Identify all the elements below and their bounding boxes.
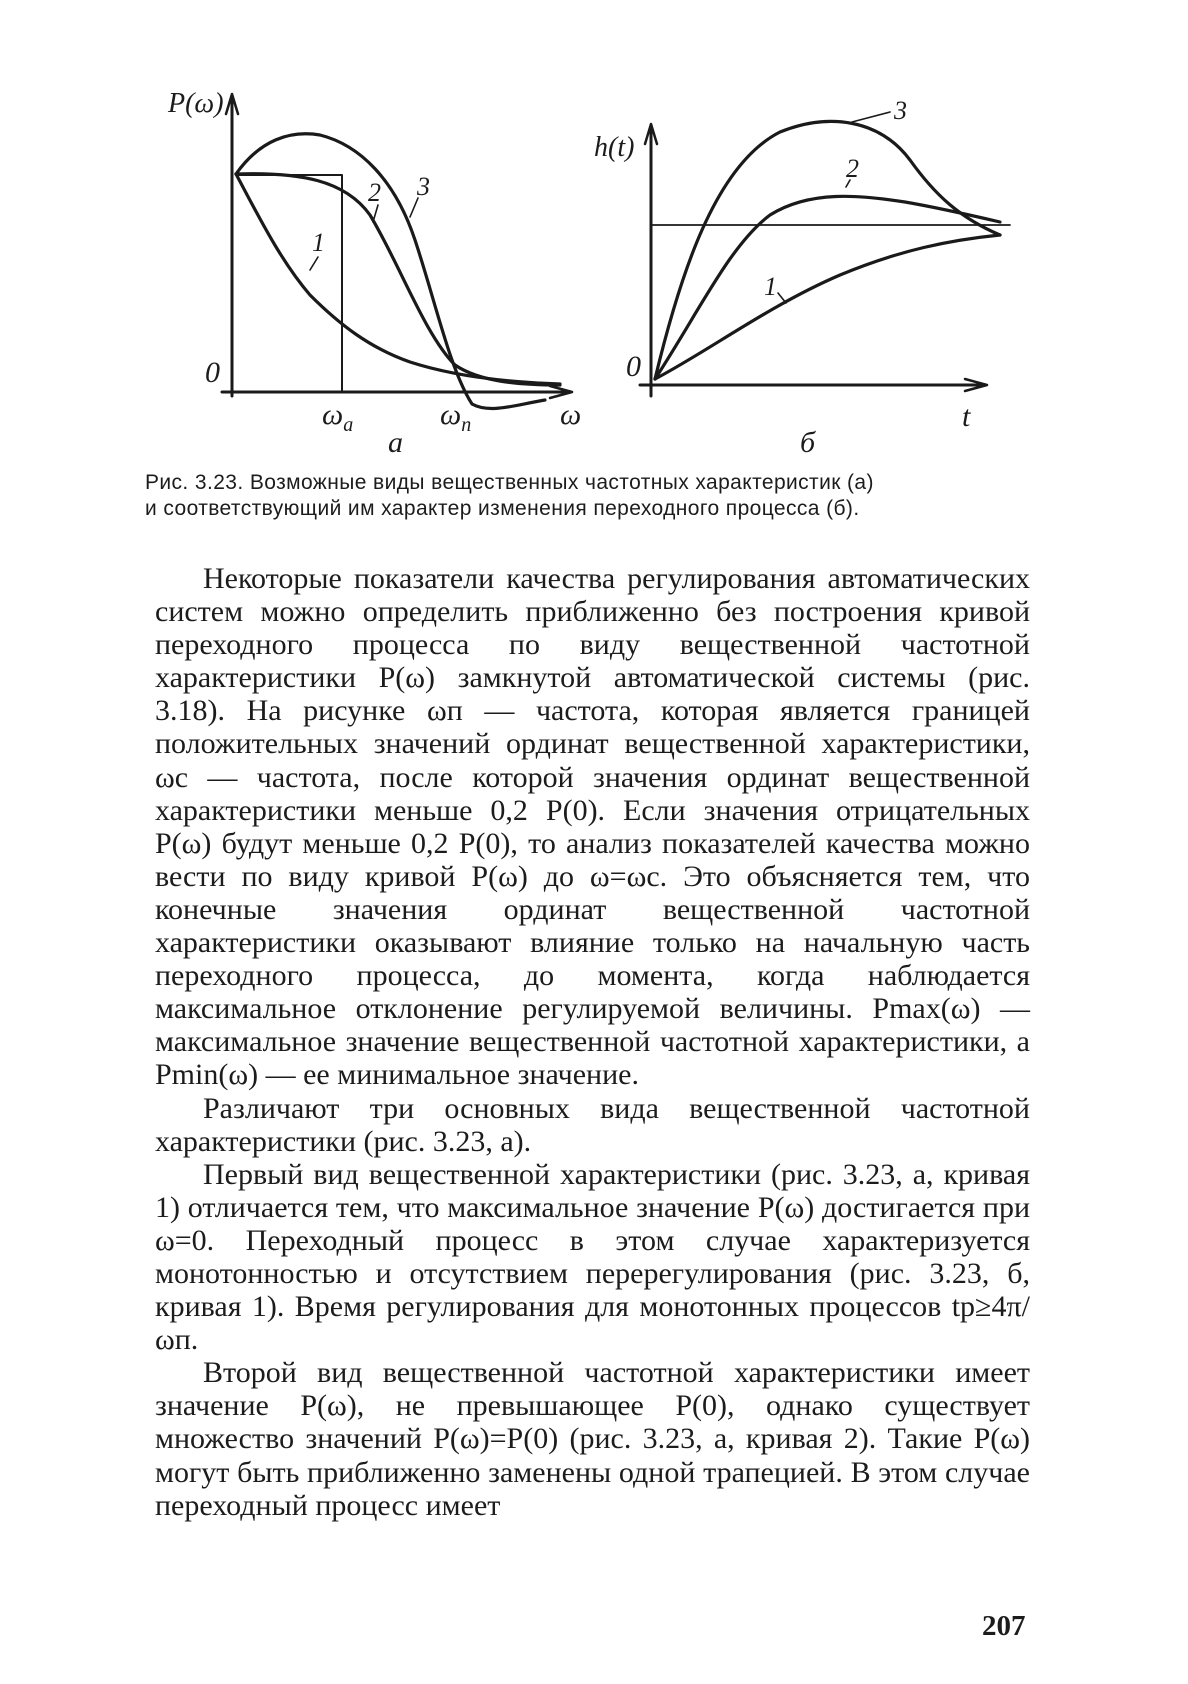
panel-a-rectangle — [236, 175, 342, 392]
panel-b-x-axis-label: t — [962, 400, 971, 433]
panel-b-sublabel: б — [800, 426, 816, 459]
panel-a-curve-1 — [236, 174, 560, 384]
panel-a-sublabel: а — [388, 426, 403, 459]
panel-a-curve-label-3: 3 — [417, 172, 430, 201]
panel-a-tick-omega-a-symbol: ω — [322, 398, 344, 431]
panel-b-curve-label-1: 1 — [764, 272, 777, 301]
caption-line-2: и соответствующий им характер изменения переходного процесса (б). — [145, 497, 860, 520]
panel-b-curve-2 — [655, 196, 1000, 379]
panel-a-tick-omega-a — [322, 398, 353, 437]
paragraph-2: Различают три основных вида вещественной частотной характеристики (рис. 3.23, а). — [155, 1091, 1030, 1158]
panel-a-curve-label-1: 1 — [312, 228, 325, 257]
paragraph-1: Некоторые показатели качества регулирования автоматических систем можно определить приближенно без построения кривой переходного процесса по виду вещественной частотной характеристики P(ω) замкнутой автоматической системы (рис. 3.18). На рисунке ωп — частота, которая является границей положительных значений ординат вещественной характеристики, ωс — частота, после которой значения ординат вещественной характеристики меньше 0,2 P(0). Если значения отрицательных P(ω) будут меньше 0,2 P(0), то анализ показателей качества можно вести по виду кривой P(ω) до ω=ωс. Это объясняется тем, что конечные значения ординат вещественной частотной характеристики оказывают влияние только на начальную часть переходного процесса, до момента, когда наблюдается максимальное отклонение регулируемой величины. Pmax(ω) — максимальное значение вещественной частотной характеристики, а Pmin(ω) — ее минимальное значение. — [155, 562, 1030, 1092]
panel-a-leader-1 — [310, 257, 318, 270]
paragraph-4: Второй вид вещественной частотной характеристики имеет значение P(ω), не превышающее P(0), однако существует множество значений P(ω)=P(0) (рис. 3.23, а, кривая 2). Такие P(ω) могут быть приближенно заменены одной трапецией. В этом случае переходный процесс имеет — [155, 1356, 1030, 1522]
panel-a-x-axis-label: ω — [560, 398, 582, 431]
caption-line-1: Рис. 3.23. Возможные виды вещественных частотных характеристик (а) — [145, 471, 874, 494]
panel-b-curve-3 — [655, 121, 1000, 379]
figure-caption — [145, 470, 1045, 522]
body-text — [155, 562, 1030, 1522]
paragraph-3: Первый вид вещественной характеристики (рис. 3.23, а, кривая 1) отличается тем, что максимальное значение P(ω) достигается при ω=0. Переходный процесс в этом случае характеризуется монотонностью и отсутствием перерегулирования (рис. 3.23, б, кривая 1). Время регулирования для монотонных процессов tр≥4π/ωп. — [155, 1157, 1030, 1357]
panel-b-curve-label-2: 2 — [846, 154, 859, 183]
panel-b-origin-label: 0 — [626, 350, 641, 383]
figure-3-23 — [0, 0, 1188, 470]
panel-b-y-axis-label: h(t) — [594, 132, 635, 163]
panel-a-y-axis-label: P(ω) — [168, 88, 224, 119]
panel-a-curve-2 — [236, 174, 560, 385]
panel-a-tick-omega-n — [440, 398, 471, 437]
panel-a-tick-omega-n-subscript: п — [461, 414, 472, 436]
panel-b-leader-3 — [852, 112, 890, 122]
panel-b-curve-1 — [655, 235, 1000, 379]
panel-a-curve-label-2: 2 — [368, 178, 381, 207]
page-number: 207 — [982, 1610, 1026, 1642]
panel-a-origin-label: 0 — [205, 356, 220, 389]
panel-a-tick-omega-a-subscript: a — [343, 414, 354, 436]
panel-b-curve-label-3: 3 — [894, 96, 907, 125]
panel-a-tick-omega-n-symbol: ω — [440, 398, 462, 431]
panel-b-leader-1 — [778, 293, 786, 303]
